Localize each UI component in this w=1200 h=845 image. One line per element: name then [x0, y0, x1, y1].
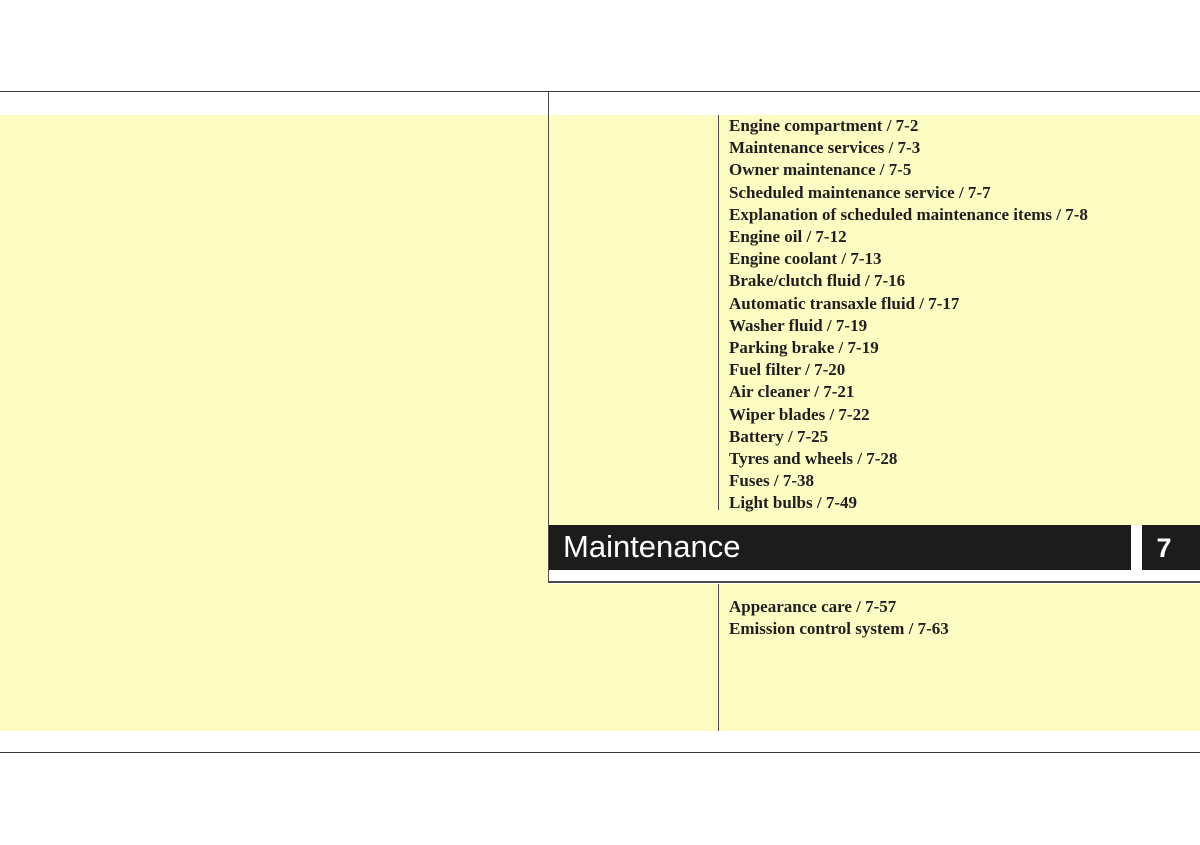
toc-item-washer-fluid[interactable]: Washer fluid / 7-19: [729, 315, 868, 335]
toc-item-fuses[interactable]: Fuses / 7-38: [729, 471, 814, 491]
chapter-number-tab: [1142, 525, 1200, 570]
toc-bottom-margin-line: [718, 584, 719, 731]
toc-top-margin-line: [718, 115, 719, 510]
toc-item-tyres-and-wheels[interactable]: Tyres and wheels / 7-28: [729, 449, 898, 469]
toc-item-engine-compartment[interactable]: Engine compartment / 7-2: [729, 116, 919, 135]
toc-item-wiper-blades[interactable]: Wiper blades / 7-22: [729, 404, 870, 424]
toc-item-appearance-care[interactable]: Appearance care / 7-57: [729, 597, 897, 616]
toc-item-air-cleaner[interactable]: Air cleaner / 7-21: [729, 382, 855, 402]
bottom-rule: [0, 752, 1200, 753]
toc-list-bottom: [729, 596, 949, 640]
left-panel-background: [0, 115, 549, 731]
toc-item-engine-coolant[interactable]: Engine coolant / 7-13: [729, 249, 882, 269]
left-divider-line: [548, 92, 549, 582]
chapter-number: 7: [1156, 533, 1172, 563]
toc-list-top: [729, 115, 1088, 515]
toc-item-explanation-of-scheduled-maintenance-items[interactable]: Explanation of scheduled maintenance items / 7-8: [729, 204, 1088, 224]
top-rule: [0, 91, 1200, 92]
chapter-title-bar: [549, 525, 1131, 570]
chapter-title: Maintenance: [563, 529, 741, 564]
toc-item-automatic-transaxle-fluid[interactable]: Automatic transaxle fluid / 7-17: [729, 293, 960, 313]
toc-item-scheduled-maintenance-service[interactable]: Scheduled maintenance service / 7-7: [729, 182, 991, 202]
toc-item-owner-maintenance[interactable]: Owner maintenance / 7-5: [729, 160, 912, 180]
toc-item-maintenance-services[interactable]: Maintenance services / 7-3: [729, 138, 921, 158]
toc-item-battery[interactable]: Battery / 7-25: [729, 426, 829, 446]
toc-item-fuel-filter[interactable]: Fuel filter / 7-20: [729, 360, 846, 380]
toc-item-emission-control-system[interactable]: Emission control system / 7-63: [729, 619, 949, 639]
chapter-underline: [548, 581, 1200, 583]
toc-item-brake-clutch-fluid[interactable]: Brake/clutch fluid / 7-16: [729, 271, 906, 291]
toc-item-engine-oil[interactable]: Engine oil / 7-12: [729, 227, 847, 247]
toc-item-light-bulbs[interactable]: Light bulbs / 7-49: [729, 493, 858, 513]
toc-item-parking-brake[interactable]: Parking brake / 7-19: [729, 338, 879, 358]
